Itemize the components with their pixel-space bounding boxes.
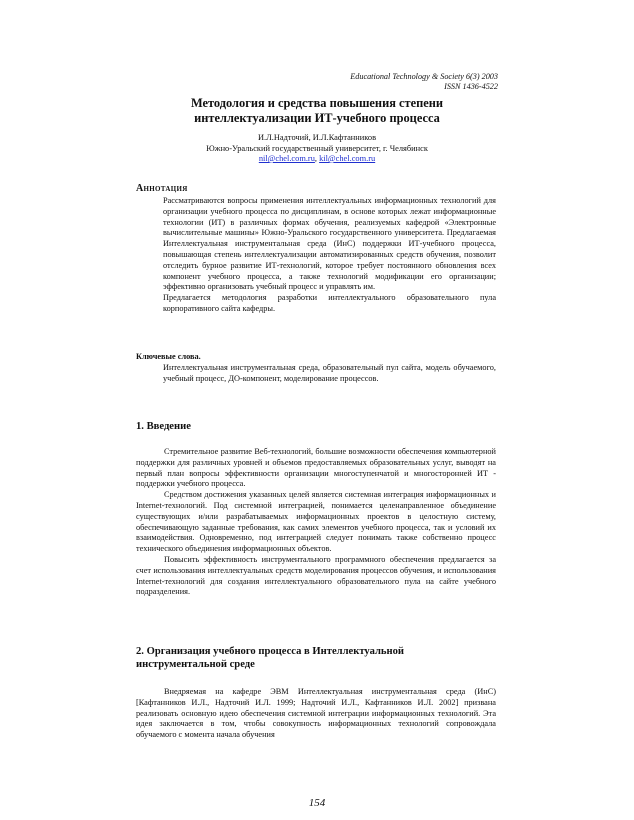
section-1-paragraph-3: Повысить эффективность инструментального программного обеспечения предлагается за счет использования интеллектуальных средств моделирования процессов обучения, и использования Internet-технологий для создания интеллектуального образовательного пула на сайте учебного подразделения. [136, 554, 496, 597]
section-2-heading: 2. Организация учебного процесса в Интеллектуальной инструментальной среде [136, 646, 405, 670]
keywords-text: Интеллектуальная инструментальная среда, образовательный пул сайта, модель обучаемого, учебный процесс, ДО-компонент, моделирование процессов. [163, 363, 496, 383]
paper-title [120, 96, 514, 126]
abstract-paragraph-1: Рассматриваются вопросы применения интеллектуальных информационных технологий для организации учебного процесса по дисциплинам, в основе которых лежат информационные технологии (ИТ) в различных формах обучения, реализуемых кафедрой «Электронные вычислительные машины» Южно-Уральского государственного университета. Предлагаемая Интеллектуальная инструментальная среда (ИнС) поддержки ИТ-учебного процесса, повышающая степень интеллектуализации автоматизированных средств обучения, позволит отследить бурное развитие ИТ-технологий, которое требует постоянного обновления всех компонент учебного процесса, а также технологий модификации его организации; эффективно организовать учебный процесс и управлять им. [163, 196, 496, 292]
title-line-2: интеллектуализации ИТ-учебного процесса [194, 111, 440, 125]
section-2-body [136, 687, 496, 741]
keywords-label: Ключевые слова. [136, 352, 201, 361]
abstract-body [163, 196, 496, 315]
section-1-body [136, 447, 496, 598]
section-1-paragraph-2: Средством достижения указанных целей является системная интеграция информационных и Internet-технологий. Под системной интеграцией, понимается целенаправленное объединение существующих и/или разрабатываемых информационных проектов в целостную систему, обеспечивающую заданные требования, как самих элементов учебного процесса, так и условий их взаимодействия. Одновременно, под интеграцией следует понимать также собственно процесс технического объединения информационных объектов. [136, 490, 496, 554]
section-1-paragraph-1: Стремительное развитие Веб-технологий, большие возможности обеспечения компьютерной поддержки для различных уровней и объемов предоставляемых образовательных услуг, выводят на первый план вопросы эффективности организации многоступенчатой и многосторонней ИТ - поддержки учебного процесса. [136, 447, 496, 489]
email-link-1[interactable]: nil@chel.com.ru [258, 154, 315, 163]
abstract-heading: Аннотация [136, 183, 188, 194]
journal-issn: ISSN 1436-4522 [444, 82, 498, 91]
section-1-heading: 1. Введение [136, 421, 191, 432]
author-names: И.Л.Надточий, И.Л.Кафтанников [257, 133, 377, 142]
title-line-1: Методология и средства повышения степени [190, 96, 444, 110]
author-emails [120, 154, 514, 165]
author-affiliation: Южно-Уральский государственный университет, г. Челябинск [206, 143, 428, 153]
journal-header [350, 72, 498, 92]
journal-citation: Educational Technology & Society 6(3) 2003 [350, 72, 498, 81]
section-2-paragraph-1: Внедряемая на кафедре ЭВМ Интеллектуальная инструментальная среда (ИнС) [Кафтанников И.Л., Надточий И.Л. 1999; Надточий И.Л., Кафтанников И.Л. 2002] призвана реализовать основную идею обеспечения системной интеграции информационных технологий. Эта идея заключается в том, чтобы совокупность информационных технологий сопровождала обучаемого с момента начала обучения [136, 687, 496, 740]
author-block [120, 133, 514, 165]
email-link-2[interactable]: kil@chel.com.ru [319, 154, 376, 163]
page-number: 154 [308, 797, 326, 809]
email-separator: , [314, 154, 320, 163]
abstract-paragraph-2: Предлагается методология разработки интеллектуального образовательного пула корпоративного сайта кафедры. [163, 293, 496, 313]
